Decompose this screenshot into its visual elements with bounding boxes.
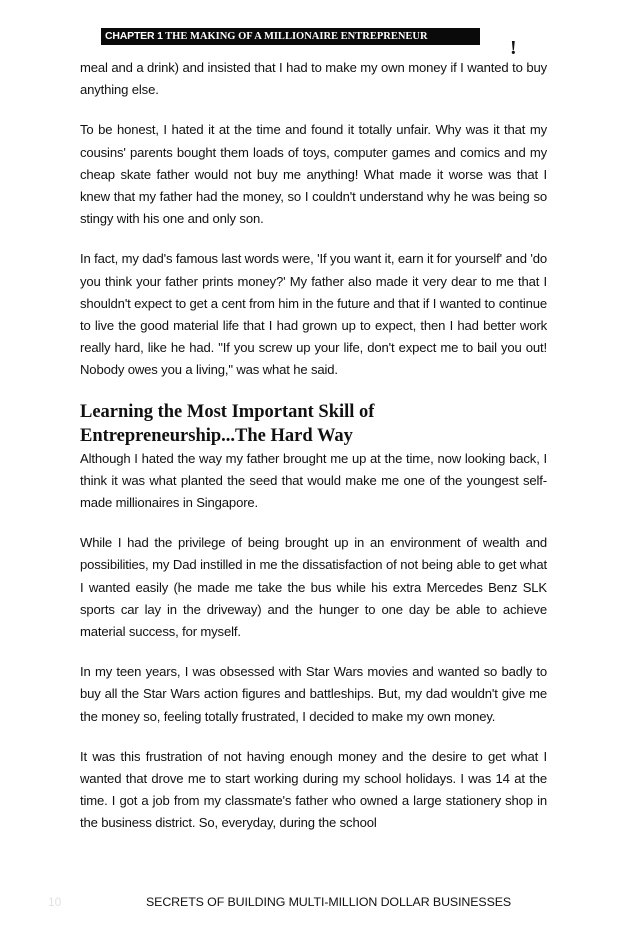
page-number: 10 [48,895,62,909]
page-body [80,57,547,853]
paragraph: To be honest, I hated it at the time and found it totally unfair. Why was it that my cousins' parents bought them loads of toys, computer games and comics and my cheap skate father would not buy me anything! What made it worse was that I knew that my father had the money, so I couldn't understand why he was being so stingy with his one and only son. [80,122,547,227]
chapter-title: THE MAKING OF A MILLIONAIRE ENTREPRENEUR [162,31,428,42]
paragraph: In fact, my dad's famous last words were, 'If you want it, earn it for yourself' and 'do you think your father prints money?' My father also made it very dear to me that I shouldn't expect to get a cent from him in the future and that if I wanted to continue to live the good material life that I had grown up to expect, then I had better work really hard, like he had. "If you screw up your life, don't expect me to bail you out! Nobody owes you a living," was what he said. [80,251,547,378]
paragraph: While I had the privilege of being brought up in an environment of wealth and possibilities, my Dad instilled in me the dissatisfaction of not being able to get what I wanted easily (he made me take the bus while his extra Mercedes Benz SLK sports car lay in the driveway) and the hunger to one day be able to achieve material success, for myself. [80,535,547,640]
paragraph: meal and a drink) and insisted that I had to make my own money if I wanted to buy anything else. [80,60,547,98]
paragraph: In my teen years, I was obsessed with Star Wars movies and wanted so badly to buy all the Star Wars action figures and battleships. But, my dad wouldn't give me the money so, feeling totally frustrated, I decided to make my own money. [80,664,547,724]
chapter-label: CHAPTER 1 [105,30,163,42]
paragraph: It was this frustration of not having enough money and the desire to get what I wanted that drove me to start working during my school holidays. I was 14 at the time. I got a job from my classmate's father who owned a large stationery shop in the business district. So, everyday, during the school [80,748,547,831]
footer-book-title: SECRETS OF BUILDING MULTI-MILLION DOLLAR BUSINESSES [146,895,512,909]
paragraph: Although I hated the way my father brought me up at the time, now looking back, I think it was what planted the seed that would make me one of the youngest self-made millionaires in Singapore. [80,450,547,511]
section-heading: Learning the Most Important Skill of Entrepreneurship...The Hard Way [80,401,375,446]
header-mark: ! [510,37,517,59]
chapter-header [101,28,480,45]
